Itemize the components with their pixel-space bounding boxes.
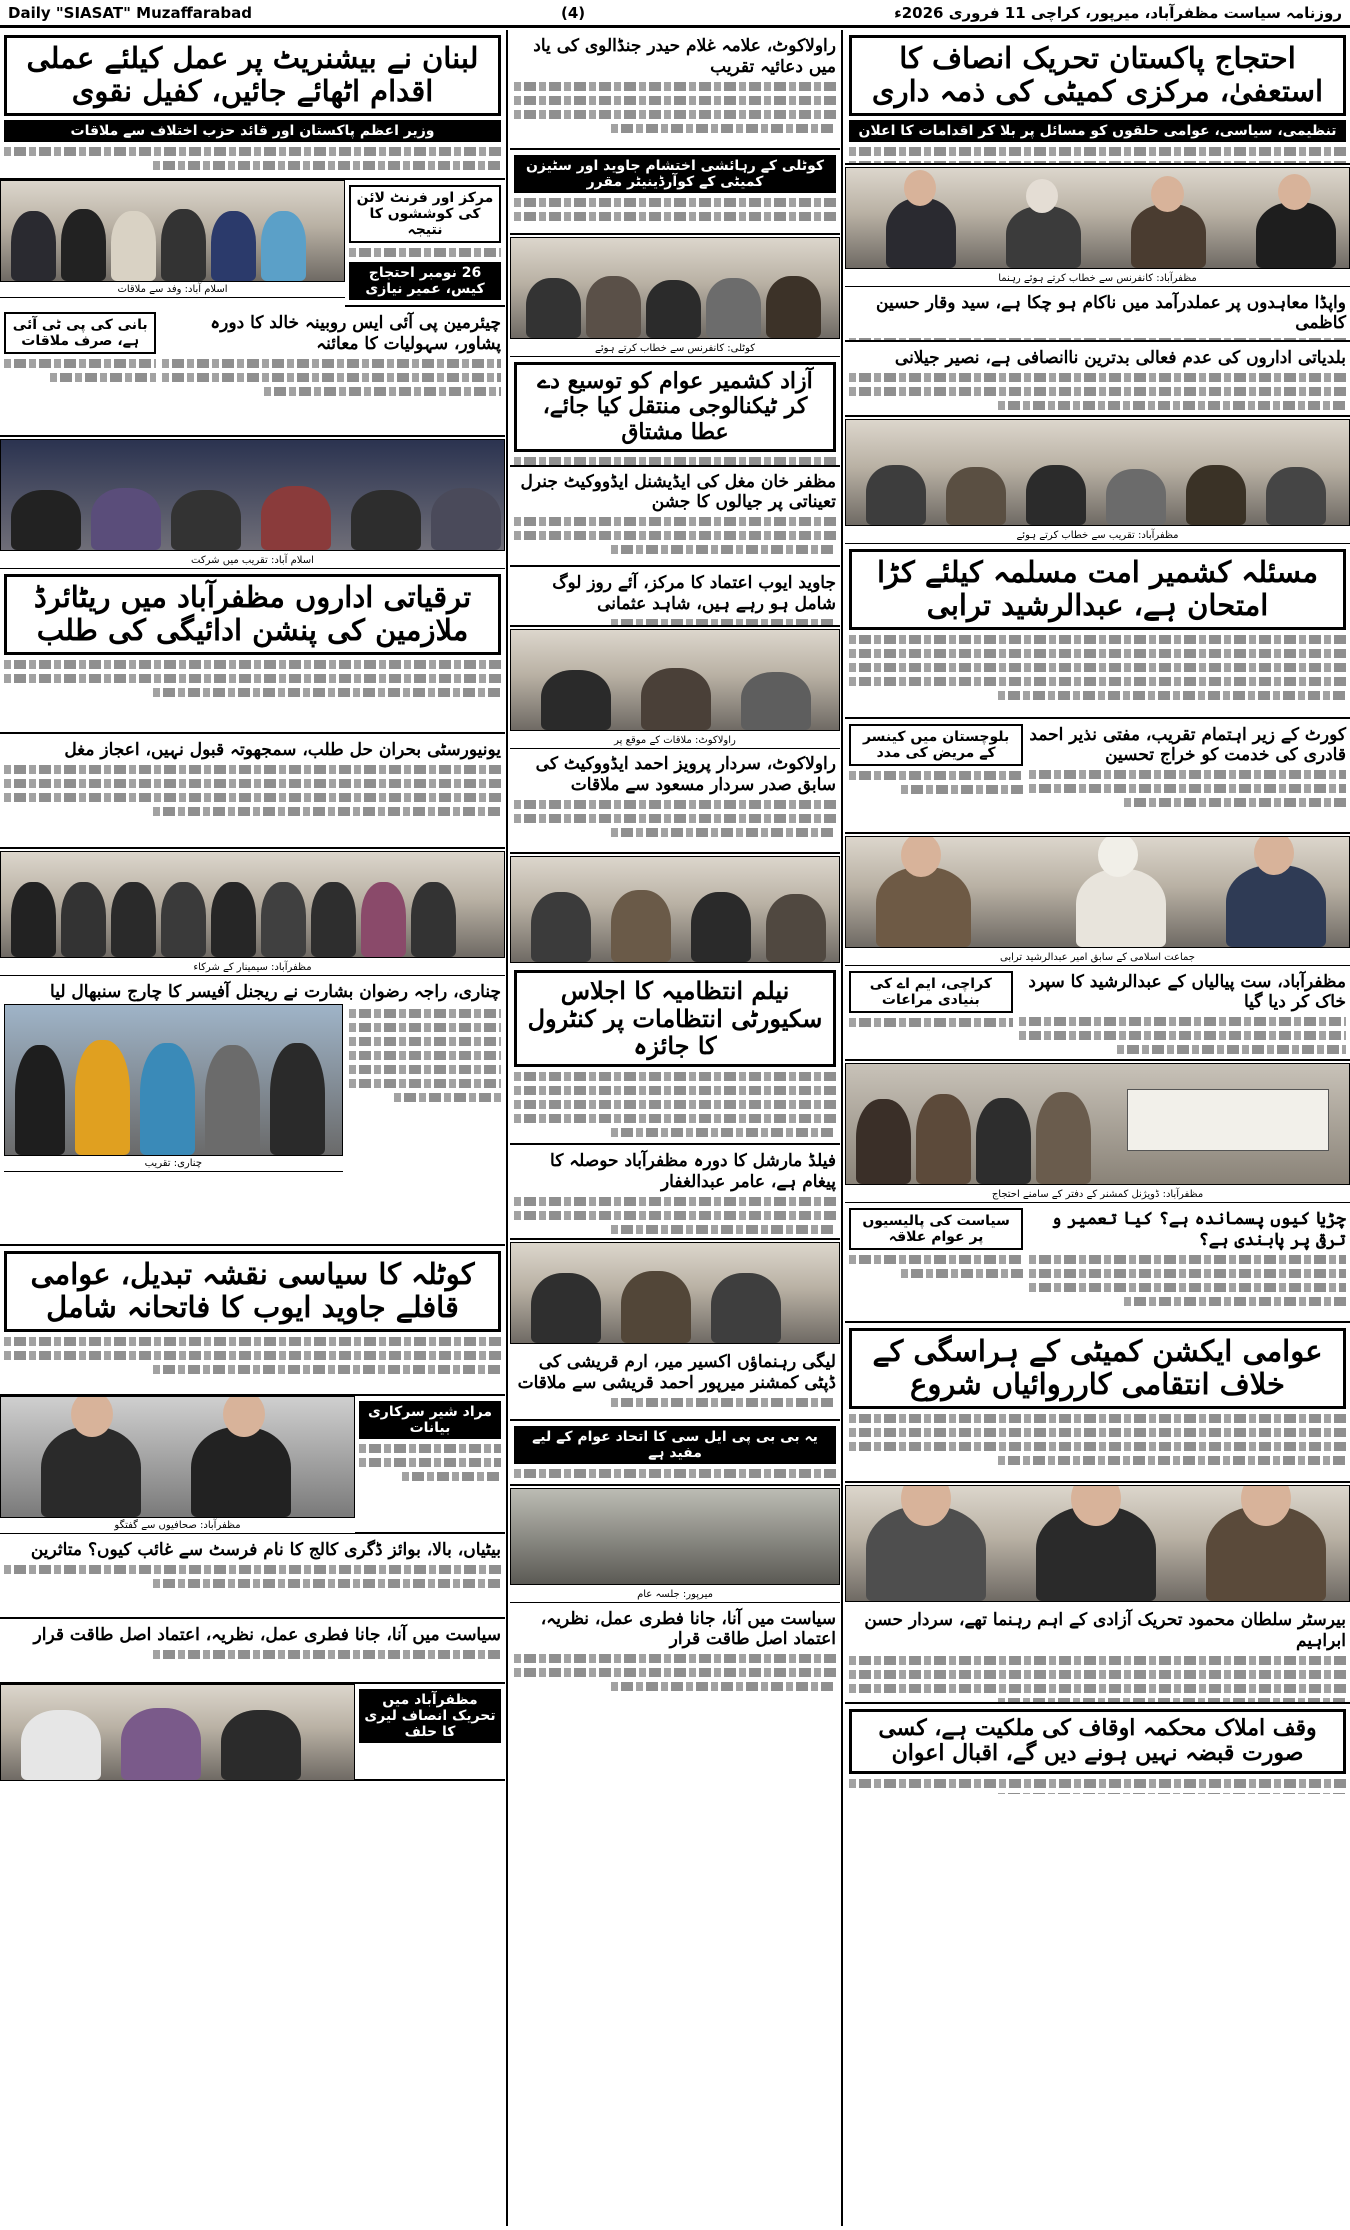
headline: سیاست میں آنا، جانا فطری عمل، نظریہ، اعتماد اصل طاقت قرار	[33, 1625, 501, 1645]
headline: چڑیا کیوں پسماندہ ہے؟ کیا تعمیر و ترقی پر پابندی ہے؟	[1051, 1209, 1346, 1250]
headline: لبنان نے بیشنریٹ پر عمل کیلئے عملی اقدام اٹھائے جائیں، کفیل نقوی	[4, 35, 501, 116]
headline: مسئلہ کشمیر امت مسلمہ کیلئے کڑا امتحان ہے، عبدالرشید ترابی	[849, 549, 1346, 630]
headline: مظفر خان مغل کی ایڈیشنل ایڈووکیٹ جنرل تعیناتی پر جیالوں کا جشن	[520, 472, 836, 512]
side-headline: بانی کی پی ٹی آئی ہے، صرف ملاقات	[4, 312, 156, 354]
photo-group	[510, 856, 840, 963]
photo-office-meeting	[510, 629, 840, 731]
article-chinari	[0, 976, 505, 1246]
headline: جاوید ایوب اعتماد کا مرکز، آئے روز لوگ شامل ہو رہے ہیں، شاہد عثمانی	[552, 573, 836, 614]
side-briefs	[345, 180, 505, 307]
headline: راولاکوٹ، علامہ غلام حیدر جنڈالوی کی یاد میں دعائیہ تقریب	[533, 36, 836, 77]
side-headline: سیاست کی پالیسیوں پر عوام علاقہ	[849, 1208, 1023, 1250]
photo-caption: مظفرآباد: کانفرنس سے خطاب کرتے ہوئے رہنما	[845, 271, 1350, 287]
article-action-committee	[845, 1323, 1350, 1483]
headline: لیگی رہنماؤں اکسیر میر، ارم قریشی کی ڈپٹی کمشنر میرپور احمد قریشی سے ملاقات	[517, 1352, 836, 1393]
article-neelum	[510, 965, 840, 1145]
column-divider	[841, 30, 843, 2226]
photo-caption: اسلام آباد: وفد سے ملاقات	[0, 282, 345, 298]
photo-meeting-row	[845, 419, 1350, 526]
article-local-bodies	[845, 342, 1350, 417]
headline: یہ بی بی پی ایل سی کا اتحاد عوام کے لیے مفید ہے	[514, 1426, 836, 1464]
photo-leaders	[510, 1242, 840, 1344]
article-lady-leaders	[510, 1346, 840, 1421]
photo-caption: مظفرآباد: تقریب سے خطاب کرتے ہوئے	[845, 528, 1350, 544]
headline: بیٹیاں، بالا، بوائز ڈگری کالج کا نام فرسٹ سے غائب کیوں؟ متاثرین	[30, 1540, 501, 1560]
headline: فیلڈ مارشل کا دورہ مظفرآباد حوصلہ کا پیغام ہے، عامر عبدالغفار	[550, 1151, 836, 1192]
article-wapda	[845, 287, 1350, 342]
side-headline: کراچی، ایم اے کی بنیادی مراعات	[849, 971, 1013, 1013]
side-headline: 26 نومبر احتجاج کیس، عمیر نیازی	[349, 262, 501, 300]
article-backward-area	[845, 1203, 1350, 1323]
photo-crowd-event	[0, 439, 505, 551]
article-ptcc	[845, 30, 1350, 165]
photo-caption: مظفرآباد: صحافیوں سے گفتگو	[0, 1518, 355, 1534]
headline: کوٹلی کے رہائشی اختشام جاوید اور سٹیزن کمیٹی کے کوآرڈینیٹر مقرر	[514, 155, 836, 193]
headline: نیلم انتظامیہ کا اجلاس سکیورٹی انتظامات پر کنٹرول کا جائزہ	[514, 970, 836, 1067]
headline: احتجاج پاکستان تحریک انصاف کا استعفیٰ، مرکزی کمیٹی کی ذمہ داری	[849, 35, 1346, 116]
photo-seminar	[0, 851, 505, 958]
photo-protest	[845, 1063, 1350, 1185]
article-politics-natural	[510, 1603, 840, 1723]
middle-column	[510, 30, 840, 2226]
article-university	[0, 734, 505, 849]
headline: راولاکوٹ، سردار پرویز احمد ایڈووکیٹ کی سابق صدر سردار مسعود سے ملاقات	[535, 754, 836, 795]
article-parvez-meeting	[510, 749, 840, 854]
article-waqf	[845, 1704, 1350, 1794]
masthead-paper-name: Daily "SIASAT" Muzaffarabad	[8, 3, 253, 22]
article-pis-chairman	[0, 307, 505, 437]
side-briefs-2	[355, 1396, 505, 1534]
article-rawalakot-prayer	[510, 30, 840, 150]
masthead	[0, 0, 1350, 28]
photo-rally	[510, 1488, 840, 1585]
side-headline: مراد شیر سرکاری بیانات	[359, 1401, 501, 1439]
photo-caption: میرپور: جلسہ عام	[510, 1587, 840, 1603]
article-pension	[0, 569, 505, 734]
photo-portraits	[845, 1485, 1350, 1602]
article-lebanon	[0, 30, 505, 180]
headline: آزاد کشمیر عوام کو توسیع دے کر ٹیکنالوجی منتقل کیا جائے، عطا مشتاق	[514, 362, 836, 452]
photo-turabi	[845, 836, 1350, 948]
photo-women	[0, 1684, 355, 1781]
article-degree-college	[0, 1534, 505, 1619]
headline: وقف املاک محکمہ اوقاف کی ملکیت ہے، کسی صورت قبضہ نہیں ہونے دیں گے، اقبال اعوان	[849, 1709, 1346, 1774]
photo-kotli-conference	[510, 237, 840, 339]
left-column	[0, 30, 505, 2226]
photo-caption: مظفرآباد: ڈویژنل کمشنر کے دفتر کے سامنے احتجاج	[845, 1187, 1350, 1203]
side-headline: مظفرآباد میں تحریک انصاف لیری کا حلف	[359, 1689, 501, 1743]
headline: عوامی ایکشن کمیٹی کے ہراسگی کے خلاف انتقامی کارروائیاں شروع	[849, 1328, 1346, 1409]
headline: کوٹلہ کا سیاسی نقشہ تبدیل، عوامی قافلے جاوید ایوب کا فاتحانہ شامل	[4, 1251, 501, 1332]
photo-caption: اسلام آباد: تقریب میں شرکت	[0, 553, 505, 569]
subheadline: تنظیمی، سیاسی، عوامی حلقوں کو مسائل پر بلا کر اقدامات کا اعلان	[849, 120, 1346, 142]
photo-award	[0, 180, 345, 282]
side-headline: مرکز اور فرنٹ لائن کی کوششوں کا نتیجہ	[349, 185, 501, 243]
photo-garlands	[0, 1396, 355, 1518]
photo-press-conference	[845, 167, 1350, 269]
photo-row-1	[0, 180, 505, 307]
article-burial	[845, 966, 1350, 1061]
subheadline: وزیر اعظم پاکستان اور قائد حزب اختلاف سے ملاقات	[4, 120, 501, 142]
photo-caption: کوٹلی: کانفرنس سے خطاب کرتے ہوئے	[510, 341, 840, 357]
headline: مظفرآباد، ست پیالیاں کے عبدالرشید کا سپرد خاک کر دیا گیا	[1028, 972, 1346, 1012]
article-mughal	[510, 467, 840, 567]
headline: بیرسٹر سلطان محمود تحریک آزادی کے اہم رہنما تھے، سردار حسن ابراہیم	[864, 1610, 1346, 1651]
photo-row-2	[0, 1396, 505, 1534]
photo-caption: جماعت اسلامی کے سابق امیر عبدالرشید ترابی	[845, 950, 1350, 966]
article-kotla	[0, 1246, 505, 1396]
article-technology	[510, 357, 840, 467]
article-politics	[0, 1619, 505, 1684]
headline: ترقیاتی اداروں مظفرآباد میں ریٹائرڈ ملازمین کی پنشن ادائیگی کی طلب	[4, 574, 501, 655]
photo-row-3	[0, 1684, 505, 1781]
photo-caption: چناری: تقریب	[4, 1156, 343, 1172]
headline: کورٹ کے زیر اہتمام تقریب، مفتی نذیر احمد قادری کی خدمت کو خراج تحسین	[1029, 725, 1346, 765]
side-briefs-3	[355, 1684, 505, 1781]
masthead-date: روزنامہ سیاست مظفرآباد، میرپور، کراچی 11 فروری 2026ء	[894, 3, 1342, 22]
side-headline: بلوچستان میں کینسر کے مریض کی مدد	[849, 724, 1023, 766]
right-column	[845, 30, 1350, 2226]
photo-caption: مظفرآباد: سیمینار کے شرکاء	[0, 960, 505, 976]
article-barrister	[845, 1604, 1350, 1704]
column-divider	[506, 30, 508, 2226]
masthead-page-number: (4)	[560, 3, 586, 22]
article-alliance	[510, 1421, 840, 1486]
photo-caption: راولاکوٹ: ملاقات کے موقع پر	[510, 733, 840, 749]
headline: واپڈا معاہدوں پر عملدرآمد میں ناکام ہو چکا ہے، سید وقار حسین کاظمی	[876, 293, 1346, 333]
article-kashmir	[845, 544, 1350, 719]
article-court-event	[845, 719, 1350, 834]
headline: یونیورسٹی بحران حل طلب، سمجھوتہ قبول نہیں، اعجاز مغل	[64, 740, 501, 760]
article-field-marshal	[510, 1145, 840, 1240]
headline: سیاست میں آنا، جانا فطری عمل، نظریہ، اعتماد اصل طاقت قرار	[540, 1609, 836, 1649]
headline: چیئرمین پی آئی ایس روبینہ خالد کا دورہ پشاور، سہولیات کا معائنہ	[210, 313, 501, 354]
photo-chinari	[4, 1004, 343, 1156]
article-javed-ayub	[510, 567, 840, 627]
article-kotli-coordinator	[510, 150, 840, 235]
headline: بلدیاتی اداروں کی عدم فعالی بدترین ناانصافی ہے، نصیر جیلانی	[894, 348, 1346, 368]
headline: چناری، راجہ رضوان بشارت نے ریجنل آفیسر کا چارج سنبھال لیا	[50, 982, 501, 1002]
